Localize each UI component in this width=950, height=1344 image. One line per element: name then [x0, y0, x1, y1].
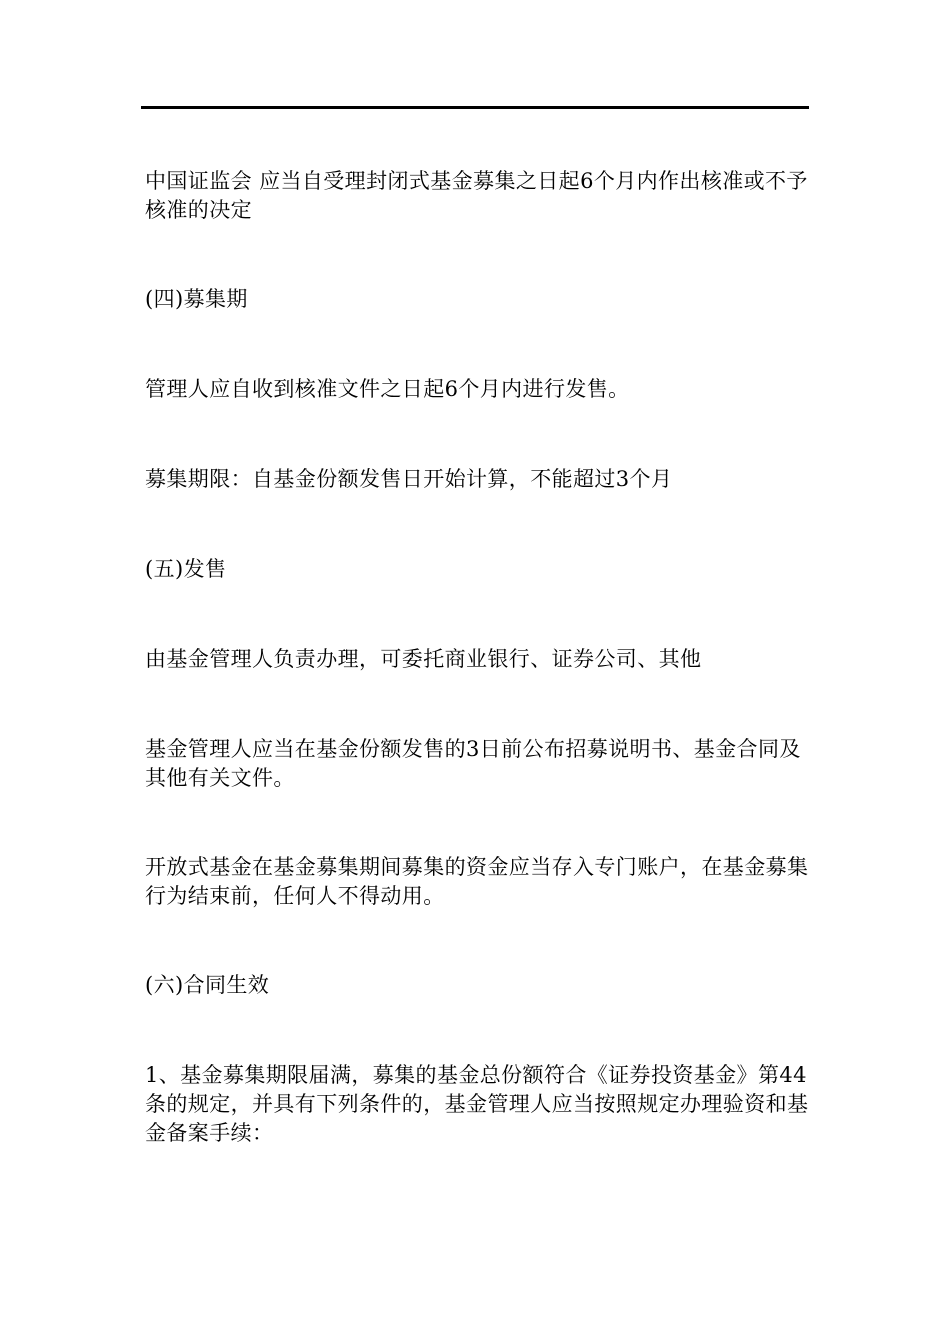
paragraph-review-deadline: 中国证监会 应当自受理封闭式基金募集之日起6个月内作出核准或不予核准的决定: [145, 169, 808, 222]
paragraph-sale-start: 管理人应自收到核准文件之日起6个月内进行发售。: [145, 377, 630, 401]
heading-subscription-period: (四)募集期: [145, 287, 248, 311]
paragraph-prospectus: 基金管理人应当在基金份额发售的3日前公布招募说明书、基金合同及其他有关文件。: [145, 737, 801, 790]
paragraph-special-account: 开放式基金在基金募集期间募集的资金应当存入专门账户，在基金募集行为结束前，任何人不得动用。: [145, 855, 809, 908]
heading-sale: (五)发售: [145, 557, 227, 581]
paragraph-sale-agents: 由基金管理人负责办理，可委托商业银行、证券公司、其他: [145, 647, 702, 671]
heading-contract-effect: (六)合同生效: [145, 973, 270, 997]
header-rule: [141, 106, 809, 109]
paragraph-subscription-limit: 募集期限：自基金份额发售日开始计算，不能超过3个月: [145, 467, 673, 491]
paragraph-contract-conditions: 1、基金募集期限届满，募集的基金总份额符合《证券投资基金》第44条的规定，并具有下列条件的，基金管理人应当按照规定办理验资和基金备案手续：: [145, 1063, 809, 1145]
